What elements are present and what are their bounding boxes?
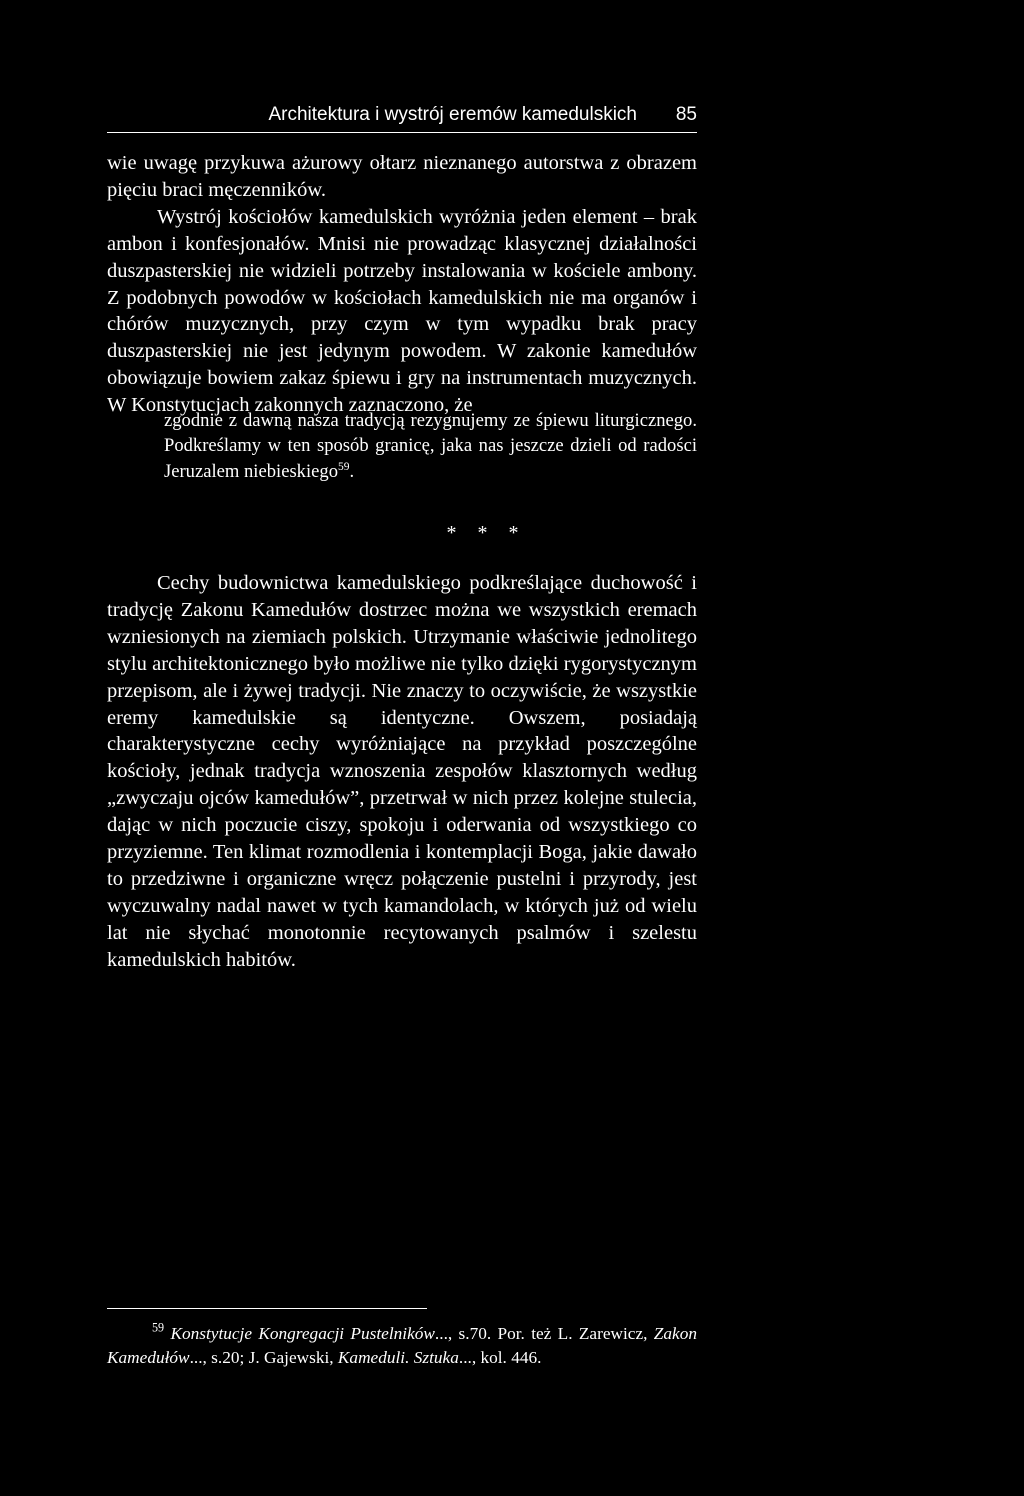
footnote-text: ..., s.20; J. Gajewski, <box>189 1348 338 1367</box>
footnote-title: Konstytucje Kongregacji Pustelników <box>170 1324 435 1343</box>
footnote-rule <box>107 1308 427 1309</box>
page-header <box>107 100 697 130</box>
footnote-title: Kameduli. Sztuka <box>337 1348 459 1367</box>
paragraph: wie uwagę przykuwa ażurowy ołtarz nieznanego autorstwa z obrazem pięciu braci męczenników. <box>107 152 697 201</box>
quote-end: . <box>349 460 355 482</box>
page-number: 85 <box>675 104 697 125</box>
footnote <box>107 1322 697 1370</box>
quote-text: zgodnie z dawną nasza tradycją rezygnujemy ze śpiewu liturgicznego. Podkreślamy w ten sposób granicę, jaka nas jeszcze dzieli od radości Jeruzalem niebieskiego <box>164 410 697 482</box>
paragraph: Cechy budownictwa kamedulskiego podkreślające duchowość i tradycję Zakonu Kamedułów dostrzec można we wszystkich eremach wzniesionych na ziemiach polskich. Utrzymanie właściwie jednolitego stylu architektonicznego było możliwe nie tylko dzięki rygorystycznym przepisom, ale i żywej tradycji. Nie znaczy to oczywiście, że wszystkie eremy kamedulskie są identyczne. Owszem, posiadają charakterystyczne cechy wyróżniające na przykład poszczególne kościoły, jednak tradycja wznoszenia zespołów klasztornych według „zwyczaju ojców kamedułów”, przetrwał w nich przez kolejne stulecia, dając w nich poczucie ciszy, spokoju i oderwania od wszystkiego co przyziemne. Ten klimat rozmodlenia i kontemplacji Boga, jakie dawało to przedziwne i organiczne wręcz połączenie pustelni i przyrody, jest wyczuwalny nadal nawet w tych kamandolach, w których już od wielu lat nie słychać monotonnie recytowanych psalmów i szelestu kamedulskich habitów. <box>107 572 697 971</box>
running-title: Architektura i wystrój eremów kamedulskich <box>268 104 637 125</box>
block-quote <box>164 408 697 484</box>
footnote-reference: 59 <box>338 460 350 473</box>
footnote-number: 59 <box>152 1320 165 1335</box>
header-rule <box>107 132 697 133</box>
footnote-text: ..., s.70. Por. też L. Zarewicz, <box>434 1324 654 1343</box>
footnote-title: Zakon Kamedułów <box>107 1324 697 1367</box>
footnote-text: ..., kol. 446. <box>458 1348 542 1367</box>
body-text <box>107 150 697 419</box>
paragraph: Wystrój kościołów kamedulskich wyróżnia jeden element – brak ambon i konfesjonałów. Mnisi nie prowadząc klasycznej działalności duszpasterskiej nie widzieli potrzeby instalowania w kościele ambony. Z podobnych powodów w kościołach kamedulskich nie ma organów i chórów muzycznych, przy czym w tym wypadku brak pracy duszpasterskiej nie jest jedynym powodem. W zakonie kamedułów obowiązuje bowiem zakaz śpiewu i gry na instrumentach muzycznych. W Konstytucjach zakonnych zaznaczono, że <box>107 205 697 417</box>
section-separator: * * * <box>446 522 519 544</box>
